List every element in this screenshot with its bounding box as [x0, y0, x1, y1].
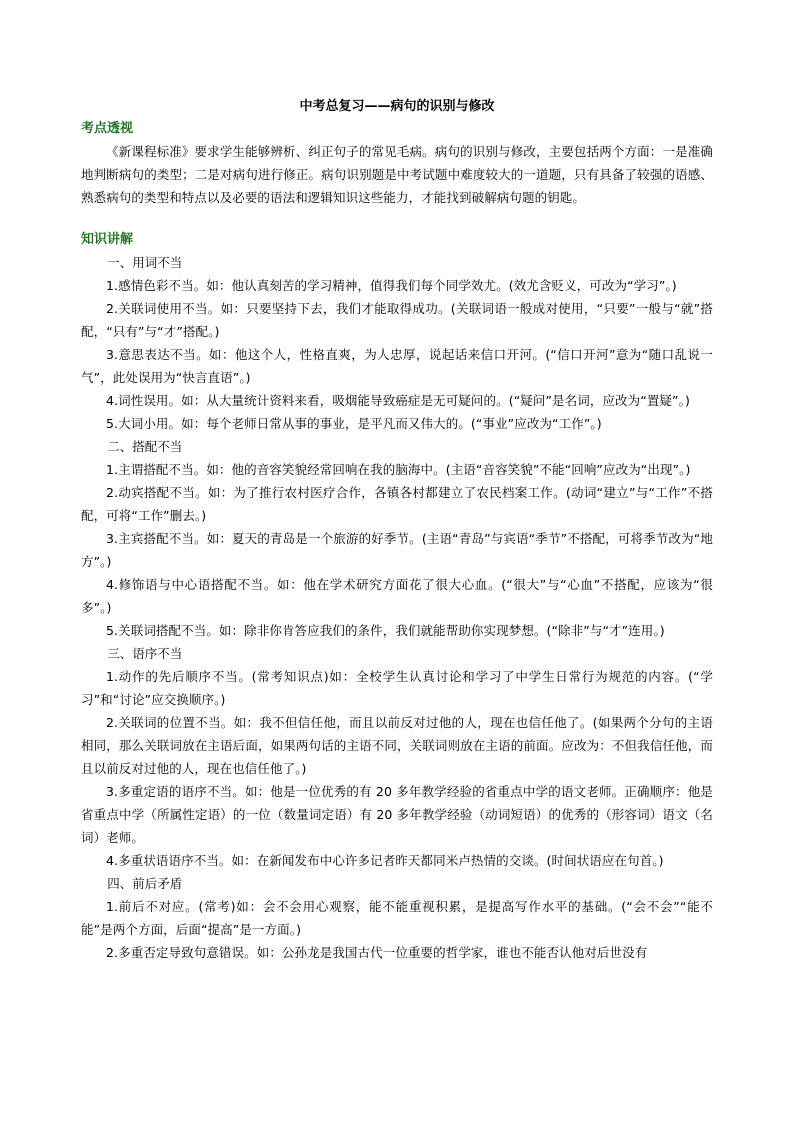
section-heading-zhishi: 知识讲解 — [81, 232, 134, 247]
section-heading-kaodian: 考点透视 — [81, 121, 134, 136]
spacer — [81, 209, 713, 229]
list-item: 2.关联词的位置不当。如：我不但信任他，而且以前反对过他的人，现在也信任他了。(如果两个分句的主语相同，那么关联词放在主语后面，如果两句话的主语不同，关联词则放在主语的前面。应改为：不但我信任他，而且以前反对过他的人，现在也信任他了。) — [81, 715, 713, 776]
list-item: 3.主宾搭配不当。如：夏天的青岛是一个旅游的好季节。(主语“青岛”与宾语“季节”不搭配，可将季节改为“地方”。) — [81, 531, 713, 569]
intro-paragraph: 《新课程标准》要求学生能够辨析、纠正句子的常见毛病。病句的识别与修改，主要包括两个方面：一是准确地判断病句的类型；二是对病句进行修正。病句识别题是中考试题中难度较大的一道题，只有具备了较强的语感、熟悉病句的类型和特点以及必要的语法和逻辑知识这些能力，才能找到破解病句题的钥匙。 — [81, 144, 713, 205]
list-item: 3.多重定语的语序不当。如：他是一位优秀的有 20 多年教学经验的省重点中学的语文老师。正确顺序：他是省重点中学（所属性定语）的一位（数量词定语）有 20 多年教学经验（动词短语）的优秀的（形容词）语文（名词）老师。 — [81, 784, 713, 845]
list-item: 1.感情色彩不当。如：他认真刻苦的学习精神，值得我们每个同学效尤。(效尤含贬义，可改为“学习”。) — [106, 278, 677, 293]
subheading-maodun: 四、前后矛盾 — [107, 876, 183, 891]
subheading-yongci: 一、用词不当 — [107, 255, 183, 270]
list-item: 4.词性误用。如：从大量统计资料来看，吸烟能导致癌症是无可疑问的。(“疑问”是名词，应改为“置疑”。) — [106, 393, 690, 408]
list-item: 5.大词小用。如：每个老师日常从事的事业，是平凡而又伟大的。(“事业”应改为“工作”。) — [106, 416, 602, 431]
list-item: 2.动宾搭配不当。如：为了推行农村医疗合作，各镇各村都建立了农民档案工作。(动词“建立”与“工作”不搭配，可将“工作”删去。) — [81, 485, 713, 523]
list-item: 1.前后不对应。(常考)如：会不会用心观察，能不能重视积累，是提高写作水平的基础。(“会不会”“能不能”是两个方面，后面“提高”是一方面。) — [81, 899, 713, 937]
list-item: 5.关联词搭配不当。如：除非你肯答应我们的条件，我们就能帮助你实现梦想。(“除非”与“才”连用。) — [106, 623, 665, 638]
list-item: 1.动作的先后顺序不当。(常考知识点)如：全校学生认真讨论和学习了中学生日常行为规范的内容。(“学习”和“讨论”应交换顺序。) — [81, 669, 713, 707]
document-page — [81, 96, 713, 964]
subheading-yuxu: 三、语序不当 — [107, 646, 183, 661]
list-item: 2.关联词使用不当。如：只要坚持下去，我们才能取得成功。(关联词语一般成对使用，“只要”一般与“就”搭配，“只有”与“才”搭配。) — [81, 301, 713, 339]
list-item: 4.多重状语语序不当。如：在新闻发布中心许多记者昨天都同米卢热情的交谈。(时间状语应在句首。) — [106, 853, 664, 868]
list-item: 4.修饰语与中心语搭配不当。如：他在学术研究方面花了很大心血。(“很大”与“心血”不搭配，应该为“很多”。) — [81, 577, 713, 615]
subheading-dapei: 二、搭配不当 — [107, 439, 183, 454]
document-title: 中考总复习——病句的识别与修改 — [299, 99, 495, 114]
list-item: 2.多重否定导致句意错误。如：公孙龙是我国古代一位重要的哲学家，谁也不能否认他对后世没有 — [106, 945, 648, 960]
list-item: 1.主谓搭配不当。如：他的音容笑貌经常回响在我的脑海中。(主语“音容笑貌”不能“回响”应改为“出现”。) — [106, 462, 691, 477]
list-item: 3.意思表达不当。如：他这个人，性格直爽，为人忠厚，说起话来信口开河。(“信口开河”意为“随口乱说一气”，此处误用为“快言直语”。) — [81, 347, 713, 385]
